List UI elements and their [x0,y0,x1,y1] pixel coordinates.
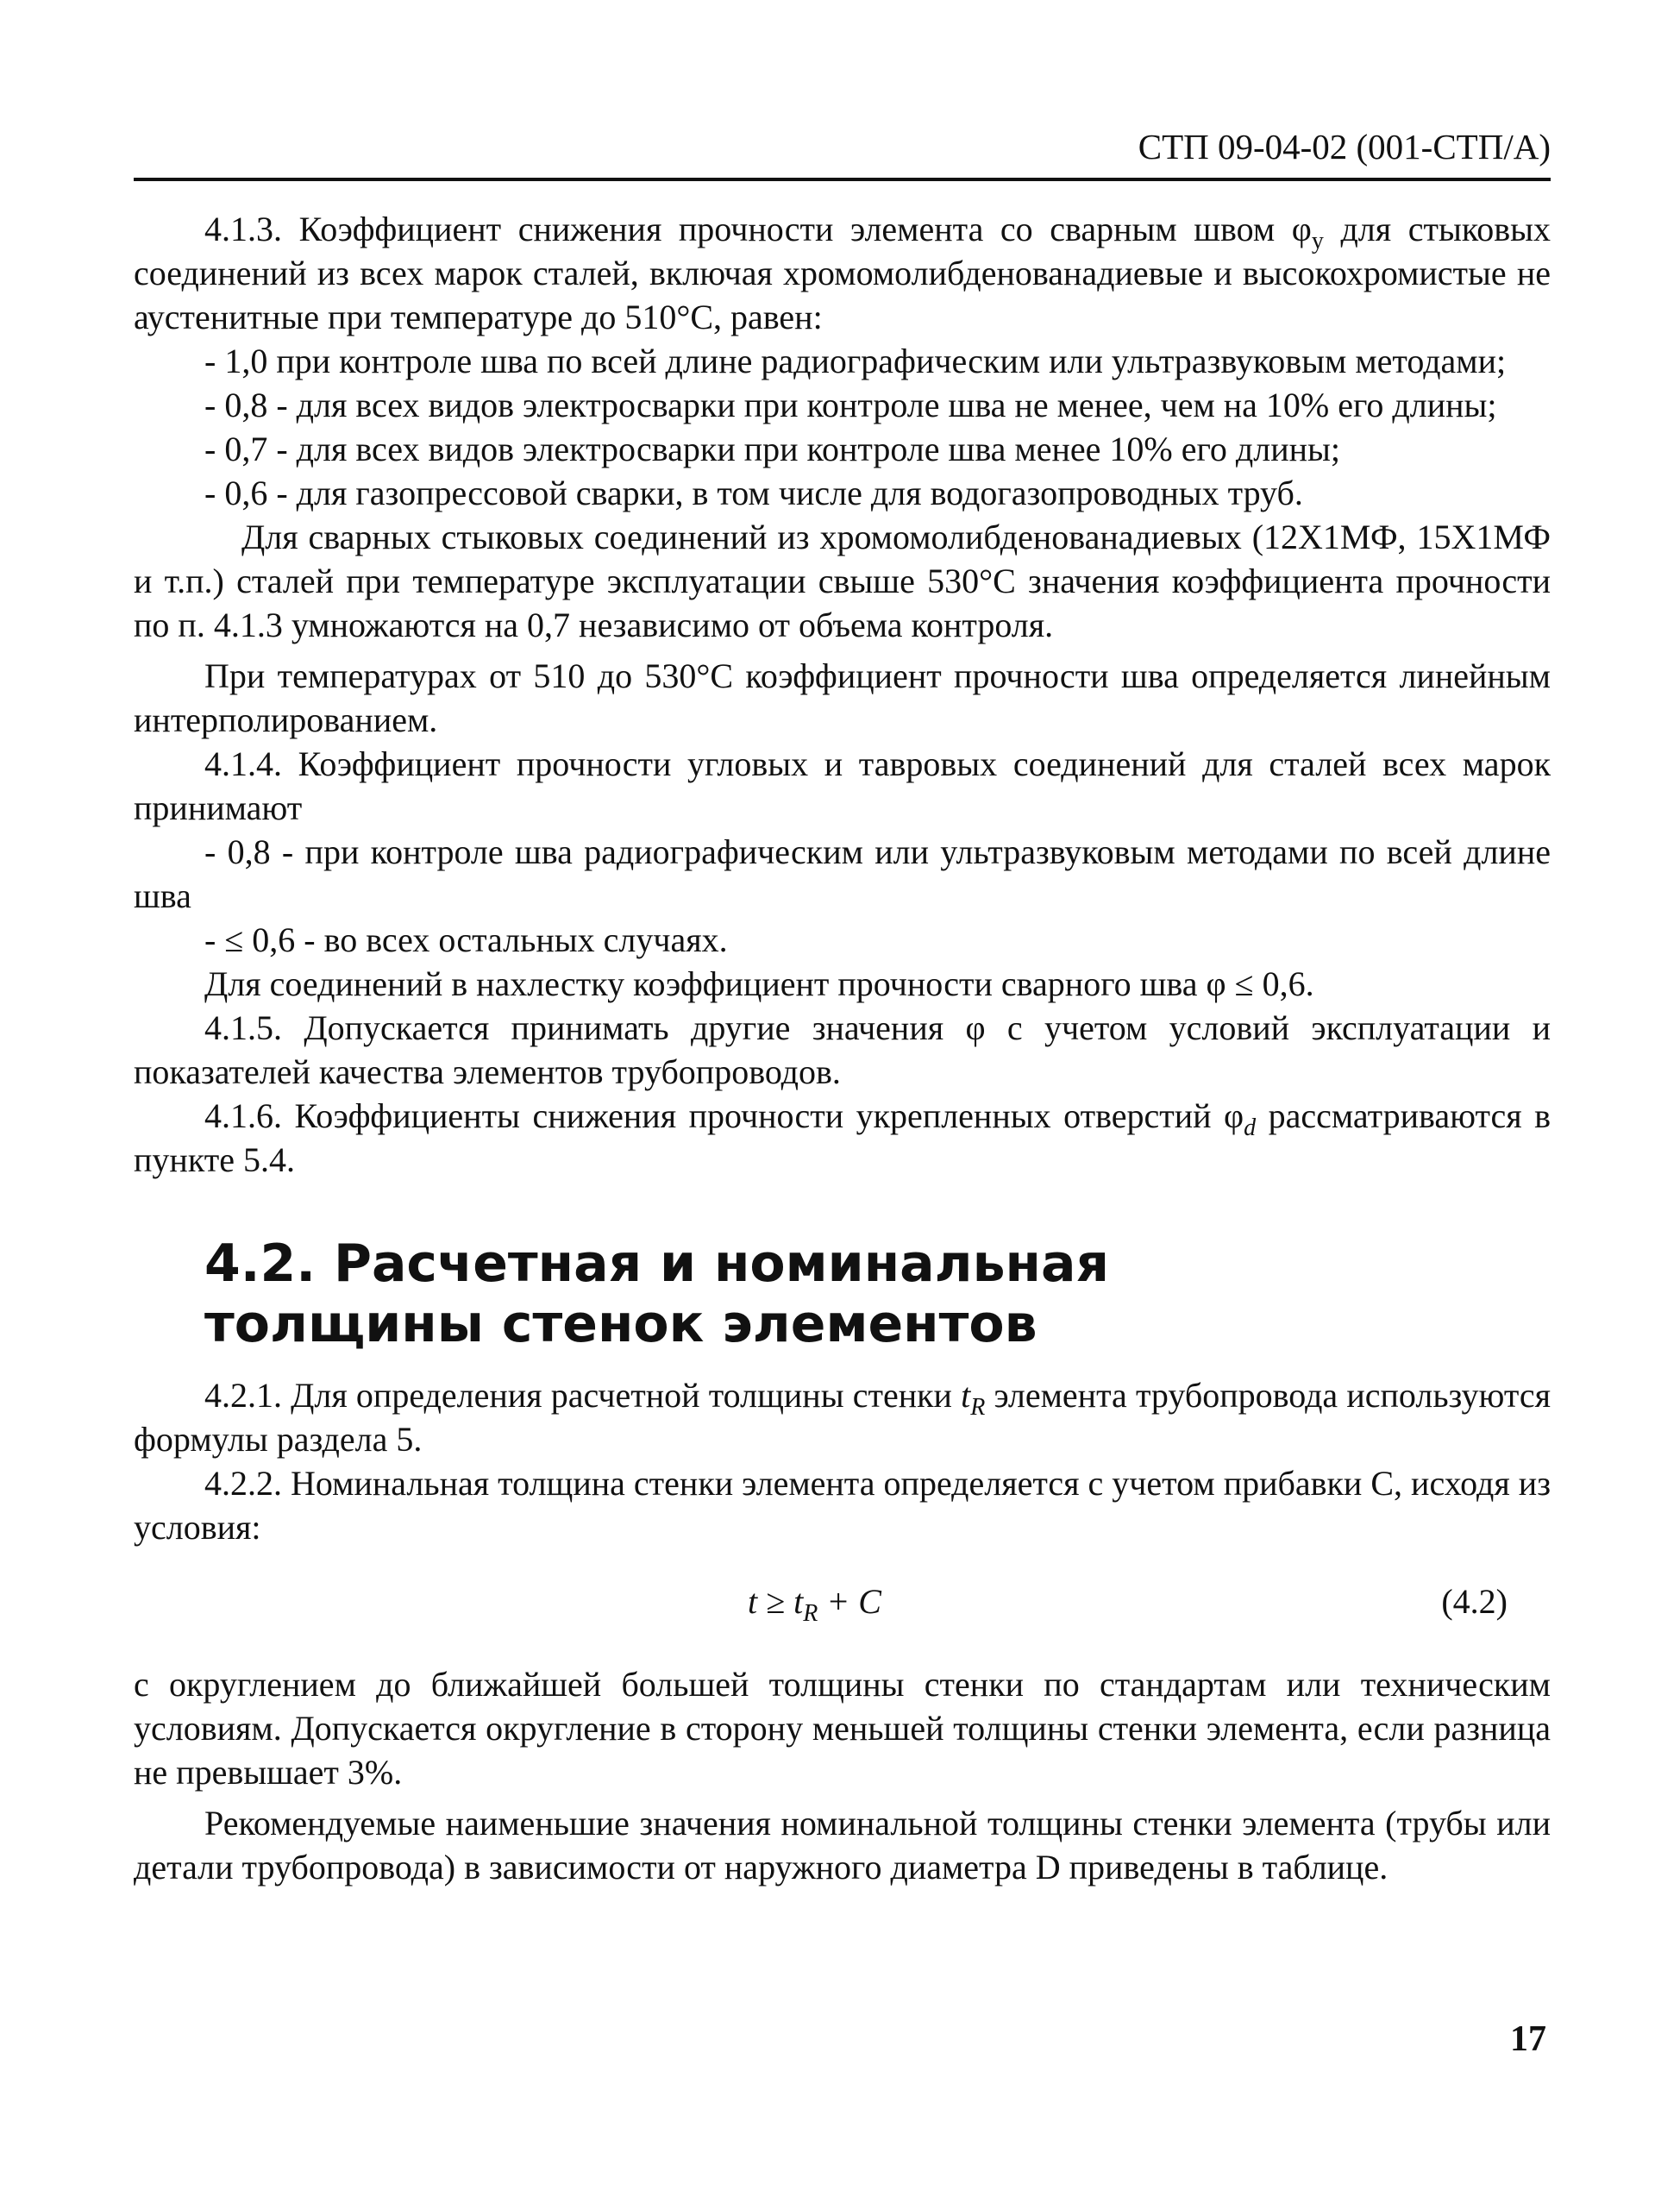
formula-number: (4.2) [1441,1582,1508,1621]
paragraph-4-2-2: 4.2.2. Номинальная толщина стенки элемента определяется с учетом прибавки С, исходя из условия: [134,1464,1551,1547]
paragraph-overlap-joints: Для соединений в нахлестку коэффициент прочности сварного шва φ ≤ 0,6. [204,964,1314,1003]
header-rule [134,178,1551,181]
list-item: - 0,8 - для всех видов электросварки при контроле шва не менее, чем на 10% его длины; [204,386,1497,424]
formula-4-2 [134,1579,1551,1628]
list-item: - 0,7 - для всех видов электросварки при контроле шва менее 10% его длины; [204,430,1341,468]
list-item: - 1,0 при контроле шва по всей длине радиографическим или ультразвуковым методами; [204,342,1507,380]
paragraph-4-1-5: 4.1.5. Допускается принимать другие значения φ с учетом условий эксплуатации и показателей качества элементов трубопроводов. [134,1008,1551,1091]
list-item: - 0,8 - при контроле шва радиографическим или ультразвуковым методами по всей длине шва [134,832,1551,915]
list-item: - 0,6 - для газопрессовой сварки, в том числе для водогазопроводных труб. [204,474,1303,512]
paragraph-recommended-values: Рекомендуемые наименьшие значения номинальной толщины стенки элемента (трубы или детали трубопровода) в зависимости от наружного диаметра D приведены в таблице. [134,1804,1551,1887]
paragraph-4-1-6: 4.1.6. Коэффициенты снижения прочности укрепленных отверстий $\varphi_d$ рассматриваются в пункте 5.4. [134,1096,1551,1179]
paragraph-rounding: с округлением до ближайшей большей толщины стенки по стандартам или техническим условиям. Допускается округление в сторону меньшей толщины стенки элемента, если разница не превышает 3%. [134,1665,1551,1792]
document-code-header: СТП 09-04-02 (001-СТП/А) [1138,127,1551,166]
formula-expression: $t \ge t_R + C$ [748,1582,881,1627]
paragraph-4-1-3: 4.1.3. Коэффициент снижения прочности элемента со сварным швом $\varphi_у$ для стыковых соединений из всех марок сталей, включая хромомолибденованадиевые и высокохромистые не аустенитные при температуре до 510°С, равен: [134,210,1551,336]
page-number: 17 [1510,2019,1546,2059]
list-item: - ≤ 0,6 - во всех остальных случаях. [204,920,728,959]
paragraph-4-1-4: 4.1.4. Коэффициент прочности угловых и тавровых соединений для сталей всех марок принимают [134,744,1551,827]
paragraph-4-2-1: 4.2.1. Для определения расчетной толщины стенки $t_R$ элемента трубопровода используются формулы раздела 5. [134,1376,1551,1459]
paragraph-interpolation: При температурах от 510 до 530°С коэффициент прочности шва определяется линейным интерполированием. [134,656,1551,739]
section-heading-4-2: 4.2. Расчетная и номинальная толщины стенок элементов [204,1234,1110,1354]
paragraph-chrome-steels: Для сварных стыковых соединений из хромомолибденованадиевых (12Х1МФ, 15Х1МФ и т.п.) сталей при температуре эксплуатации свыше 530°С значения коэффициента прочности по п. 4.1.3 умножаются на 0,7 независимо от объема контроля. [134,518,1551,644]
body-text [134,207,1551,1889]
